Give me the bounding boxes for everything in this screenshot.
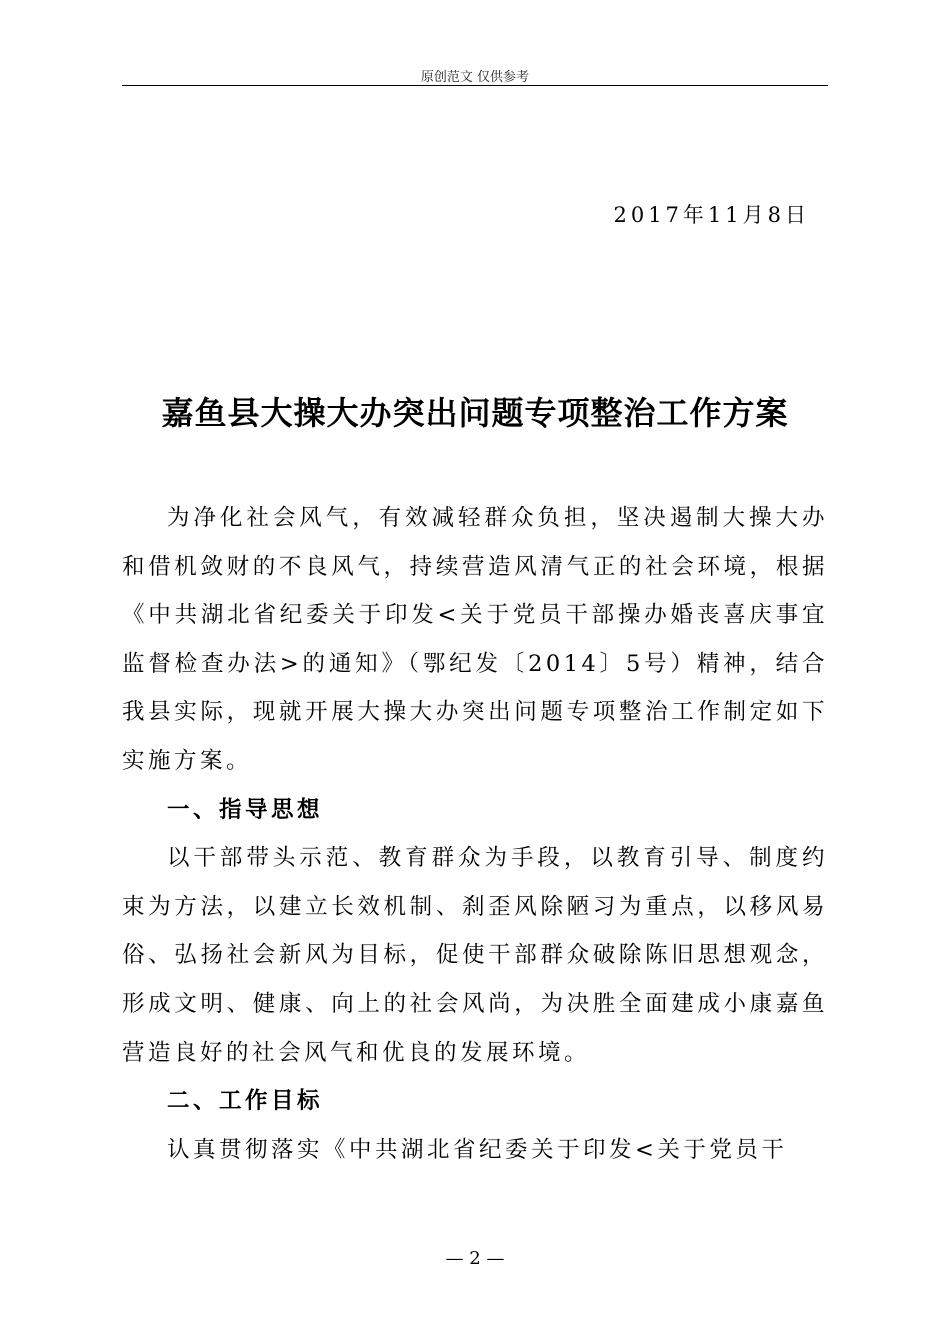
document-body bbox=[122, 494, 828, 1174]
section-heading-work-goals: 二、工作目标 bbox=[167, 1088, 324, 1115]
document-date: 2017年11月8日 bbox=[613, 203, 810, 227]
work-goals-paragraph: 认真贯彻落实《中共湖北省纪委关于印发<关于党员干 bbox=[167, 1136, 788, 1163]
section-heading-guiding-ideology: 一、指导思想 bbox=[167, 796, 324, 823]
page-header: 原创范文 仅供参考 bbox=[420, 70, 530, 85]
guiding-ideology-paragraph: 以干部带头示范、教育群众为手段，以教育引导、制度约束为方法，以建立长效机制、刹歪风除陋习为重点，以移风易俗、弘扬社会新风为目标，促使干部群众破除陈旧思想观念，形成文明、健康、向上的社会风尚，为决胜全面建成小康嘉鱼营造良好的社会风气和优良的发展环境。 bbox=[122, 845, 828, 1066]
intro-paragraph: 为净化社会风气，有效减轻群众负担，坚决遏制大操大办和借机敛财的不良风气，持续营造风清气正的社会环境，根据《中共湖北省纪委关于印发<关于党员干部操办婚丧喜庆事宜监督检查办法>的通知》（鄂纪发〔2014〕5号）精神，结合我县实际，现就开展大操大办突出问题专项整治工作制定如下实施方案。 bbox=[122, 505, 828, 774]
page-number: — 2 — bbox=[445, 1248, 505, 1269]
header-divider bbox=[122, 85, 828, 86]
document-title: 嘉鱼县大操大办突出问题专项整治工作方案 bbox=[161, 394, 789, 432]
